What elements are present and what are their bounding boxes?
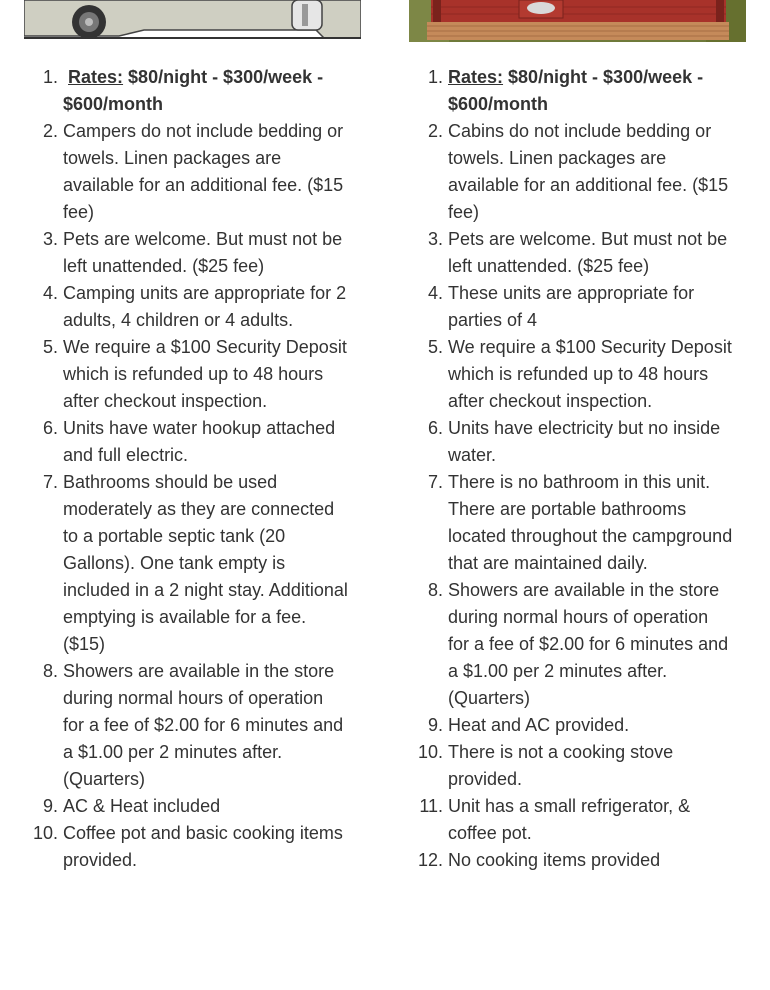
camper-rule-item: 10. Coffee pot and basic cooking items provided.: [63, 820, 348, 874]
cabin-rule-item: 5. We require a $100 Security Deposit which is refunded up to 48 hours after checkout inspection.: [448, 334, 733, 415]
cabin-rule-item: 10. There is not a cooking stove provided.: [448, 739, 733, 793]
cabin-rule-item: 2. Cabins do not include bedding or towels. Linen packages are available for an additional fee. ($15 fee): [448, 118, 733, 226]
camper-photo: [24, 0, 361, 42]
camper-rule-item: 6. Units have water hookup attached and full electric.: [63, 415, 348, 469]
cabin-photo: [409, 0, 746, 42]
cabin-rates-label: Rates:: [448, 67, 504, 87]
cabin-rule-rates: [448, 64, 733, 118]
cabin-rule-item: 12. No cooking items provided: [448, 847, 733, 874]
cabin-rule-item: 11. Unit has a small refrigerator, & coffee pot.: [448, 793, 733, 847]
camper-rule-item: 3. Pets are welcome. But must not be left unattended. ($25 fee): [63, 226, 348, 280]
camper-rule-item: 7. Bathrooms should be used moderately as they are connected to a portable septic tank (20 Gallons). One tank empty is included in a 2 night stay. Additional emptying is available for a fee. ($15): [63, 469, 348, 658]
cabin-rates-value: $80/night - $300/week - $600/month: [448, 67, 704, 114]
camper-rates-label: Rates:: [68, 67, 124, 87]
cabin-rules-list: [409, 64, 733, 874]
cabin-rule-item: 6. Units have electricity but no inside water.: [448, 415, 733, 469]
cabin-rule-item: 8. Showers are available in the store during normal hours of operation for a fee of $2.00 for 6 minutes and a $1.00 per 2 minutes after. (Quarters): [448, 577, 733, 712]
camper-trailer-image: [24, 0, 361, 42]
camper-rule-item: 4. Camping units are appropriate for 2 adults, 4 children or 4 adults.: [63, 280, 348, 334]
cabin-rule-item: 9. Heat and AC provided.: [448, 712, 733, 739]
camper-rules-list: [24, 64, 348, 874]
cabin-rule-item: 3. Pets are welcome. But must not be left unattended. ($25 fee): [448, 226, 733, 280]
cabin-rule-item: 4. These units are appropriate for parties of 4: [448, 280, 733, 334]
camper-rule-item: 5. We require a $100 Security Deposit which is refunded up to 48 hours after checkout inspection.: [63, 334, 348, 415]
camper-rates-value: $80/night - $300/week - $600/month: [63, 67, 324, 114]
cabin-rule-item: 7. There is no bathroom in this unit. There are portable bathrooms located throughout the campground that are maintained daily.: [448, 469, 733, 577]
camper-rule-rates: [63, 64, 348, 118]
camper-rule-item: 9. AC & Heat included: [63, 793, 348, 820]
camper-rule-item: 8. Showers are available in the store during normal hours of operation for a fee of $2.00 for 6 minutes and a $1.00 per 2 minutes after. (Quarters): [63, 658, 348, 793]
camper-rule-item: 2. Campers do not include bedding or towels. Linen packages are available for an additional fee. ($15 fee): [63, 118, 348, 226]
cabin-image: [409, 0, 746, 42]
